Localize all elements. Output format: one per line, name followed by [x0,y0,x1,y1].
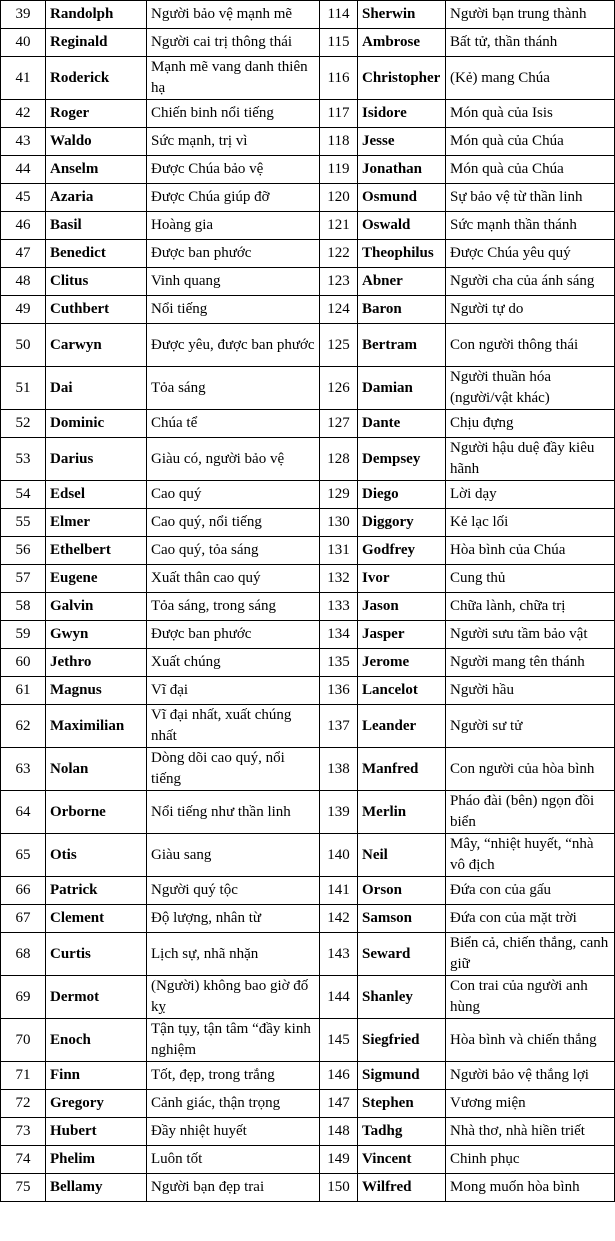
name-cell: Seward [358,933,446,976]
meaning-cell: Lời dạy [446,481,615,509]
meaning-cell: Lịch sự, nhã nhặn [147,933,320,976]
name-cell: Isidore [358,100,446,128]
meaning-cell: Người cai trị thông thái [147,29,320,57]
row-number: 61 [1,677,46,705]
name-cell: Diego [358,481,446,509]
meaning-cell: Giàu có, người bảo vệ [147,438,320,481]
meaning-cell: Được Chúa giúp đỡ [147,184,320,212]
row-number: 71 [1,1062,46,1090]
row-number: 73 [1,1118,46,1146]
meaning-cell: Được Chúa bảo vệ [147,156,320,184]
name-cell: Hubert [46,1118,147,1146]
name-cell: Clitus [46,268,147,296]
row-number: 70 [1,1019,46,1062]
row-number: 127 [320,410,358,438]
row-number: 49 [1,296,46,324]
meaning-cell: Được ban phước [147,621,320,649]
meaning-cell: Nhà thơ, nhà hiền triết [446,1118,615,1146]
name-cell: Stephen [358,1090,446,1118]
name-cell: Neil [358,834,446,877]
meaning-cell: Luôn tốt [147,1146,320,1174]
name-cell: Jasper [358,621,446,649]
row-number: 55 [1,509,46,537]
row-number: 124 [320,296,358,324]
meaning-cell: Mong muốn hòa bình [446,1174,615,1202]
meaning-cell: Vĩ đại nhất, xuất chúng nhất [147,705,320,748]
name-cell: Randolph [46,1,147,29]
name-cell: Jesse [358,128,446,156]
meaning-cell: Độ lượng, nhân từ [147,905,320,933]
name-cell: Ambrose [358,29,446,57]
meaning-cell: Con trai của người anh hùng [446,976,615,1019]
row-number: 65 [1,834,46,877]
row-number: 53 [1,438,46,481]
name-cell: Dai [46,367,147,410]
meaning-cell: Con người của hòa bình [446,748,615,791]
name-cell: Enoch [46,1019,147,1062]
meaning-cell: Người sư tử [446,705,615,748]
row-number: 119 [320,156,358,184]
name-cell: Jerome [358,649,446,677]
meaning-cell: Chinh phục [446,1146,615,1174]
name-cell: Maximilian [46,705,147,748]
row-number: 134 [320,621,358,649]
name-cell: Finn [46,1062,147,1090]
row-number: 56 [1,537,46,565]
meaning-cell: Được Chúa yêu quý [446,240,615,268]
name-cell: Gregory [46,1090,147,1118]
row-number: 133 [320,593,358,621]
row-number: 125 [320,324,358,367]
name-cell: Vincent [358,1146,446,1174]
meaning-cell: (Kẻ) mang Chúa [446,57,615,100]
meaning-cell: Người hầu [446,677,615,705]
meaning-cell: Con người thông thái [446,324,615,367]
meaning-cell: Được yêu, được ban phước [147,324,320,367]
name-cell: Oswald [358,212,446,240]
name-cell: Clement [46,905,147,933]
name-cell: Bellamy [46,1174,147,1202]
name-cell: Dante [358,410,446,438]
name-cell: Otis [46,834,147,877]
row-number: 116 [320,57,358,100]
name-cell: Carwyn [46,324,147,367]
meaning-cell: Người cha của ánh sáng [446,268,615,296]
name-cell: Godfrey [358,537,446,565]
row-number: 145 [320,1019,358,1062]
row-number: 75 [1,1174,46,1202]
name-cell: Dominic [46,410,147,438]
row-number: 52 [1,410,46,438]
meaning-cell: Chữa lành, chữa trị [446,593,615,621]
name-cell: Manfred [358,748,446,791]
row-number: 132 [320,565,358,593]
row-number: 42 [1,100,46,128]
name-cell: Lancelot [358,677,446,705]
row-number: 47 [1,240,46,268]
name-cell: Siegfried [358,1019,446,1062]
meaning-cell: Người thuần hóa (người/vật khác) [446,367,615,410]
meaning-cell: Nổi tiếng như thần linh [147,791,320,834]
row-number: 68 [1,933,46,976]
meaning-cell: Xuất chúng [147,649,320,677]
row-number: 139 [320,791,358,834]
name-cell: Curtis [46,933,147,976]
meaning-cell: Cao quý, tỏa sáng [147,537,320,565]
name-cell: Bertram [358,324,446,367]
meaning-cell: Tỏa sáng [147,367,320,410]
name-cell: Ivor [358,565,446,593]
name-cell: Roger [46,100,147,128]
meaning-cell: Người sưu tầm bảo vật [446,621,615,649]
row-number: 62 [1,705,46,748]
row-number: 142 [320,905,358,933]
row-number: 57 [1,565,46,593]
meaning-cell: Người bạn đẹp trai [147,1174,320,1202]
name-cell: Christopher [358,57,446,100]
meaning-cell: Được ban phước [147,240,320,268]
row-number: 41 [1,57,46,100]
row-number: 114 [320,1,358,29]
name-cell: Edsel [46,481,147,509]
name-cell: Reginald [46,29,147,57]
row-number: 150 [320,1174,358,1202]
meaning-cell: Người bạn trung thành [446,1,615,29]
name-cell: Dempsey [358,438,446,481]
name-cell: Abner [358,268,446,296]
name-cell: Elmer [46,509,147,537]
meaning-cell: Dòng dõi cao quý, nổi tiếng [147,748,320,791]
row-number: 147 [320,1090,358,1118]
name-cell: Sherwin [358,1,446,29]
name-cell: Nolan [46,748,147,791]
name-cell: Gwyn [46,621,147,649]
meaning-cell: (Người) không bao giờ đố kỵ [147,976,320,1019]
meaning-cell: Vĩ đại [147,677,320,705]
meaning-cell: Sức mạnh, trị vì [147,128,320,156]
meaning-cell: Hòa bình của Chúa [446,537,615,565]
meaning-cell: Vinh quang [147,268,320,296]
meaning-cell: Người mang tên thánh [446,649,615,677]
row-number: 59 [1,621,46,649]
name-cell: Theophilus [358,240,446,268]
name-cell: Anselm [46,156,147,184]
meaning-cell: Giàu sang [147,834,320,877]
name-cell: Orborne [46,791,147,834]
row-number: 64 [1,791,46,834]
name-cell: Darius [46,438,147,481]
row-number: 141 [320,877,358,905]
meaning-cell: Cao quý, nổi tiếng [147,509,320,537]
row-number: 126 [320,367,358,410]
row-number: 130 [320,509,358,537]
row-number: 46 [1,212,46,240]
name-cell: Basil [46,212,147,240]
row-number: 48 [1,268,46,296]
meaning-cell: Món quà của Chúa [446,128,615,156]
row-number: 148 [320,1118,358,1146]
row-number: 58 [1,593,46,621]
name-cell: Jonathan [358,156,446,184]
row-number: 118 [320,128,358,156]
row-number: 117 [320,100,358,128]
row-number: 121 [320,212,358,240]
meaning-cell: Người tự do [446,296,615,324]
row-number: 69 [1,976,46,1019]
name-cell: Leander [358,705,446,748]
meaning-cell: Tận tụy, tận tâm “đầy kinh nghiệm [147,1019,320,1062]
row-number: 45 [1,184,46,212]
meaning-cell: Hoàng gia [147,212,320,240]
meaning-cell: Sức mạnh thần thánh [446,212,615,240]
name-cell: Shanley [358,976,446,1019]
name-cell: Magnus [46,677,147,705]
row-number: 44 [1,156,46,184]
name-cell: Patrick [46,877,147,905]
meaning-cell: Chịu đựng [446,410,615,438]
meaning-cell: Biển cả, chiến thắng, canh giữ [446,933,615,976]
row-number: 60 [1,649,46,677]
row-number: 40 [1,29,46,57]
name-cell: Damian [358,367,446,410]
name-cell: Azaria [46,184,147,212]
meaning-cell: Món quà của Chúa [446,156,615,184]
meaning-cell: Cung thủ [446,565,615,593]
row-number: 140 [320,834,358,877]
name-cell: Roderick [46,57,147,100]
name-cell: Waldo [46,128,147,156]
row-number: 54 [1,481,46,509]
row-number: 122 [320,240,358,268]
name-cell: Eugene [46,565,147,593]
meaning-cell: Vương miện [446,1090,615,1118]
table-body [1,1,615,1202]
row-number: 67 [1,905,46,933]
meaning-cell: Pháo đài (bên) ngọn đồi biển [446,791,615,834]
row-number: 136 [320,677,358,705]
row-number: 115 [320,29,358,57]
name-cell: Phelim [46,1146,147,1174]
row-number: 138 [320,748,358,791]
name-cell: Baron [358,296,446,324]
row-number: 128 [320,438,358,481]
row-number: 50 [1,324,46,367]
meaning-cell: Món quà của Isis [446,100,615,128]
name-cell: Jethro [46,649,147,677]
row-number: 131 [320,537,358,565]
row-number: 135 [320,649,358,677]
row-number: 51 [1,367,46,410]
name-cell: Osmund [358,184,446,212]
name-cell: Tadhg [358,1118,446,1146]
row-number: 74 [1,1146,46,1174]
row-number: 120 [320,184,358,212]
name-cell: Orson [358,877,446,905]
meaning-cell: Hòa bình và chiến thắng [446,1019,615,1062]
meaning-cell: Kẻ lạc lối [446,509,615,537]
row-number: 146 [320,1062,358,1090]
meaning-cell: Sự bảo vệ từ thần linh [446,184,615,212]
row-number: 143 [320,933,358,976]
row-number: 63 [1,748,46,791]
name-cell: Galvin [46,593,147,621]
meaning-cell: Đứa con của mặt trời [446,905,615,933]
meaning-cell: Người quý tộc [147,877,320,905]
row-number: 43 [1,128,46,156]
meaning-cell: Người hậu duệ đầy kiêu hãnh [446,438,615,481]
meaning-cell: Cảnh giác, thận trọng [147,1090,320,1118]
meaning-cell: Mây, “nhiệt huyết, “nhà vô địch [446,834,615,877]
row-number: 149 [320,1146,358,1174]
meaning-cell: Tỏa sáng, trong sáng [147,593,320,621]
meaning-cell: Người bảo vệ thắng lợi [446,1062,615,1090]
row-number: 66 [1,877,46,905]
row-number: 39 [1,1,46,29]
row-number: 137 [320,705,358,748]
name-cell: Diggory [358,509,446,537]
name-cell: Dermot [46,976,147,1019]
row-number: 123 [320,268,358,296]
meaning-cell: Cao quý [147,481,320,509]
meaning-cell: Bất tử, thần thánh [446,29,615,57]
row-number: 129 [320,481,358,509]
meaning-cell: Mạnh mẽ vang danh thiên hạ [147,57,320,100]
meaning-cell: Chúa tể [147,410,320,438]
meaning-cell: Nổi tiếng [147,296,320,324]
row-number: 144 [320,976,358,1019]
meaning-cell: Tốt, đẹp, trong trắng [147,1062,320,1090]
name-cell: Ethelbert [46,537,147,565]
name-cell: Cuthbert [46,296,147,324]
row-number: 72 [1,1090,46,1118]
name-cell: Wilfred [358,1174,446,1202]
name-cell: Sigmund [358,1062,446,1090]
name-cell: Samson [358,905,446,933]
meaning-cell: Đứa con của gấu [446,877,615,905]
meaning-cell: Người bảo vệ mạnh mẽ [147,1,320,29]
name-cell: Jason [358,593,446,621]
meaning-cell: Chiến binh nổi tiếng [147,100,320,128]
name-cell: Benedict [46,240,147,268]
name-cell: Merlin [358,791,446,834]
meaning-cell: Xuất thân cao quý [147,565,320,593]
meaning-cell: Đầy nhiệt huyết [147,1118,320,1146]
